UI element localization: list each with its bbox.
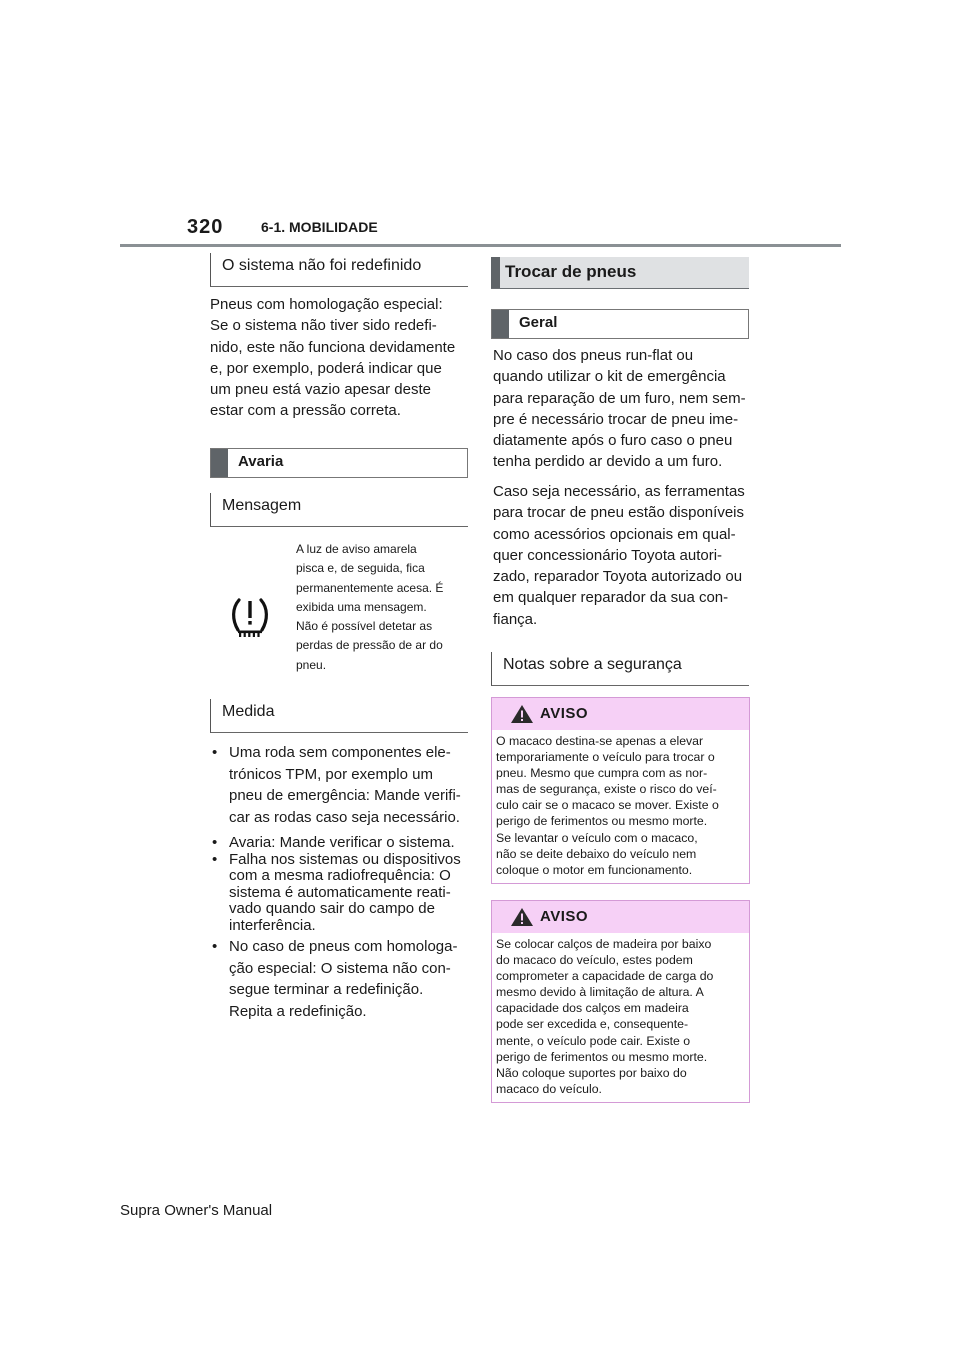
text-line: mesmo devido à limitação de altura. A (496, 985, 704, 1000)
warning-triangle-icon (510, 907, 534, 932)
text-line: Não é possível detetar as (296, 619, 433, 634)
text-line: • Uma roda sem componentes ele- (229, 744, 451, 761)
page-number: 320 (187, 216, 224, 238)
text-line: Se colocar calços de madeira por baixo (496, 937, 712, 951)
text-line: Não coloque suportes por baixo do (496, 1065, 687, 1080)
text-line: • No caso de pneus com homologa- (229, 938, 458, 955)
text-line: zado, reparador Toyota autorizado ou (493, 568, 743, 586)
warning-box-jack (491, 697, 750, 884)
text-line: exibida uma mensagem. (296, 599, 427, 614)
warning-header (492, 901, 749, 933)
section-heading-geral (491, 309, 749, 339)
tire-pressure-warning-icon (231, 596, 269, 638)
text-line: No caso dos pneus run-flat ou (493, 347, 694, 364)
text-line: Se levantar o veículo com o macaco, (496, 830, 698, 845)
section-bar (211, 449, 228, 477)
warning-title: AVISO (540, 908, 589, 925)
section-heading-avaria (210, 448, 468, 478)
text-line: estar com a pressão correta. (210, 402, 401, 420)
header-rule (120, 244, 841, 247)
text-line: quando utilizar o kit de emergência (493, 368, 726, 386)
section-heading-text: Geral (519, 314, 558, 331)
section-heading-text: Avaria (238, 453, 284, 470)
text-line: A luz de aviso amarela (296, 542, 417, 556)
text-line: diatamente após o furo caso o pneu (493, 432, 733, 450)
text-line: pre é necessário trocar de pneu ime- (493, 410, 739, 428)
text-line: Pneus com homologação especial: (210, 296, 443, 313)
text-line: capacidade dos calços em madeira (496, 1001, 689, 1016)
warning-header (492, 698, 749, 730)
subheading-system-not-reset: O sistema não foi redefinido (210, 253, 468, 287)
text-line: trónicos TPM, por exemplo um (229, 765, 433, 783)
text-line: pisca e, de seguida, fica (296, 561, 425, 576)
text-line: do macaco do veículo, estes podem (496, 953, 693, 968)
text-line: temporariamente o veículo para trocar o (496, 750, 715, 765)
text-line: como acessórios opcionais em qual- (493, 525, 736, 543)
subheading-medida: Medida (210, 699, 468, 733)
section-heading-text: Trocar de pneus (505, 262, 637, 281)
text-line: • Avaria: Mande verificar o sistema. (229, 834, 455, 851)
warning-light-description (296, 540, 471, 675)
warning-text (492, 933, 749, 1097)
list-item (211, 936, 473, 1022)
list-item (211, 742, 473, 828)
text-line: vado quando sair do campo de (229, 900, 435, 917)
subheading-mensagem: Mensagem (210, 493, 468, 527)
paragraph-tools (493, 481, 755, 630)
text-line: perigo de ferimentos ou mesmo morte. (496, 1049, 708, 1064)
chapter-title: 6-1. MOBILIDADE (261, 219, 378, 235)
text-line: O macaco destina-se apenas a elevar (496, 734, 704, 748)
list-item (211, 835, 473, 852)
paragraph-run-flat (493, 345, 755, 473)
measures-list (211, 742, 473, 1022)
text-line: ção especial: O sistema não con- (229, 959, 451, 977)
text-line: macaco do veículo. (496, 1081, 602, 1096)
text-line: mas de segurança, existe o risco do veí- (496, 782, 717, 797)
text-line: permanentemente acesa. É (296, 580, 444, 595)
text-line: sistema é automaticamente reati- (229, 883, 451, 901)
text-line: um pneu está vazio apesar deste (210, 381, 431, 399)
text-line: quer concessionário Toyota autori- (493, 546, 723, 564)
text-line: culo cair se o macaco se mover. Existe o (496, 798, 719, 813)
text-line: pneu. (296, 657, 327, 672)
text-line: perdas de pressão de ar do (296, 638, 443, 653)
text-line: perigo de ferimentos ou mesmo morte. (496, 814, 708, 829)
text-line: para trocar de pneu estão disponíveis (493, 504, 744, 522)
text-line: para reparação de um furo, nem sem- (493, 389, 746, 407)
text-line: em qualquer reparador da sua con- (493, 589, 729, 607)
text-line: não se deite debaixo do veículo nem (496, 846, 697, 861)
text-line: Repita a redefinição. (229, 1002, 367, 1020)
footer-manual-title: Supra Owner's Manual (120, 1202, 273, 1219)
section-bar (492, 310, 509, 338)
subheading-safety-notes: Notas sobre a segurança (491, 652, 749, 686)
text-line: pode ser excedida e, consequente- (496, 1017, 689, 1032)
text-line: mente, o veículo pode cair. Existe o (496, 1033, 691, 1048)
warning-box-wood-blocks (491, 900, 750, 1103)
text-line: nido, este não funciona devidamente (210, 338, 456, 356)
text-line: com a mesma radiofrequência: O (229, 867, 451, 884)
text-line: • Falha nos sistemas ou dispositivos (229, 850, 461, 868)
text-line: pneu de emergência: Mande verifi- (229, 787, 461, 804)
text-line: Caso seja necessário, as ferramentas (493, 483, 745, 500)
section-heading-trocar-pneus (491, 257, 749, 289)
paragraph-special-tyres (210, 294, 472, 422)
section-bar (491, 257, 500, 288)
text-line: segue terminar a redefinição. (229, 981, 424, 998)
warning-title: AVISO (540, 705, 589, 722)
text-line: interferência. (229, 916, 316, 934)
text-line: pneu. Mesmo que cumpra com as nor- (496, 766, 708, 781)
warning-text (492, 730, 749, 878)
list-item (211, 852, 473, 935)
text-line: fiança. (493, 610, 538, 628)
text-line: Se o sistema não tiver sido redefi- (210, 317, 437, 335)
text-line: comprometer a capacidade de carga do (496, 969, 714, 984)
text-line: coloque o motor em funcionamento. (496, 862, 693, 877)
text-line: tenha perdido ar devido a um furo. (493, 453, 723, 471)
warning-triangle-icon (510, 704, 534, 729)
text-line: car as rodas caso seja necessário. (229, 808, 460, 826)
text-line: e, por exemplo, poderá indicar que (210, 359, 442, 377)
